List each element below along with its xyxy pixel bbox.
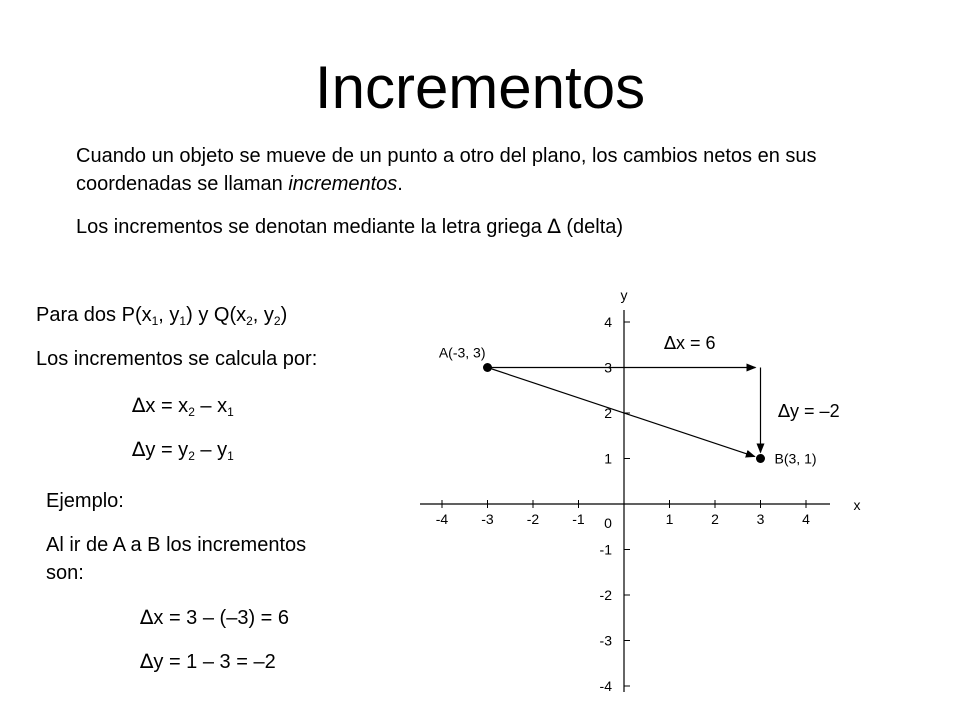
graph-label-text: x = 6 [676,333,716,353]
formula-text: – y [194,439,228,461]
example-sentence-line1: Al ir de A a B los incrementos [46,534,307,556]
origin-label: 0 [604,515,612,531]
formula-text: y = y [145,439,189,461]
delta-definition-text: Los incrementos se denotan mediante la letra griega [76,216,548,238]
x-tick-label: 2 [711,511,719,527]
x-tick-label: 4 [802,511,810,527]
delta-symbol: ∆ [132,393,146,417]
intro-italic-term: incrementos [288,173,398,195]
points-text: Para dos P(x [36,304,152,326]
delta-definition-end: (delta) [560,216,624,238]
subscript: 1 [151,314,159,328]
subscript: 1 [227,405,234,419]
y-tick-label: -2 [599,587,612,603]
point-b-dot [756,454,765,463]
subscript: 1 [227,449,234,463]
points-text: ) [280,304,288,326]
calc-text: y = 1 – 3 = –2 [153,651,276,673]
slide-title: Incrementos [314,54,646,121]
x-tick-label: -2 [526,511,540,527]
x-tick-label: 3 [756,511,765,527]
point-b-label: B(3, 1) [774,450,817,467]
points-text: ) y Q(x [186,304,247,326]
points-text: , y [252,304,274,326]
subscript: 2 [273,314,281,328]
x-tick-label: -1 [572,511,585,527]
x-axis-label: x [853,497,861,513]
y-tick-label: -1 [599,541,612,558]
subscript: 2 [246,314,253,328]
graph-label-text: y = –2 [790,401,840,421]
points-text: , y [158,304,180,326]
delta-symbol: ∆ [132,437,146,461]
calc-text: x = 3 – (–3) = 6 [153,607,290,629]
x-tick-label: -3 [481,511,494,527]
calc-label: Los incrementos se calcula por: [36,348,318,370]
point-a-dot [483,363,492,372]
delta-symbol: ∆ [664,333,677,354]
y-tick-label: 1 [604,450,612,467]
formula-text: – x [194,395,228,417]
example-sentence-line2: son: [46,562,84,584]
displacement-arrow [488,368,755,457]
subscript: 2 [188,449,195,463]
y-tick-label: -3 [599,632,612,649]
formula-text: x = x [145,395,189,417]
y-tick-label: 2 [604,405,612,421]
subscript: 2 [188,405,195,419]
example-label: Ejemplo: [46,490,124,512]
y-axis-label: y [620,287,628,303]
delta-symbol: ∆ [140,605,154,629]
delta-symbol: ∆ [140,649,154,673]
x-tick-label: 1 [665,511,674,527]
subscript: 1 [179,314,187,328]
x-tick-label: -4 [435,511,449,527]
y-tick-label: 4 [604,314,612,330]
delta-symbol: ∆ [547,214,561,238]
point-a-label: A(-3, 3) [438,344,486,361]
intro-period: . [397,173,403,195]
delta-symbol: ∆ [778,401,791,422]
y-tick-label: -4 [599,678,612,694]
y-tick-label: 3 [604,359,612,376]
intro-text: Cuando un objeto se mueve de un punto a otro del plano, los cambios netos en sus coordenadas se llaman [76,145,817,195]
